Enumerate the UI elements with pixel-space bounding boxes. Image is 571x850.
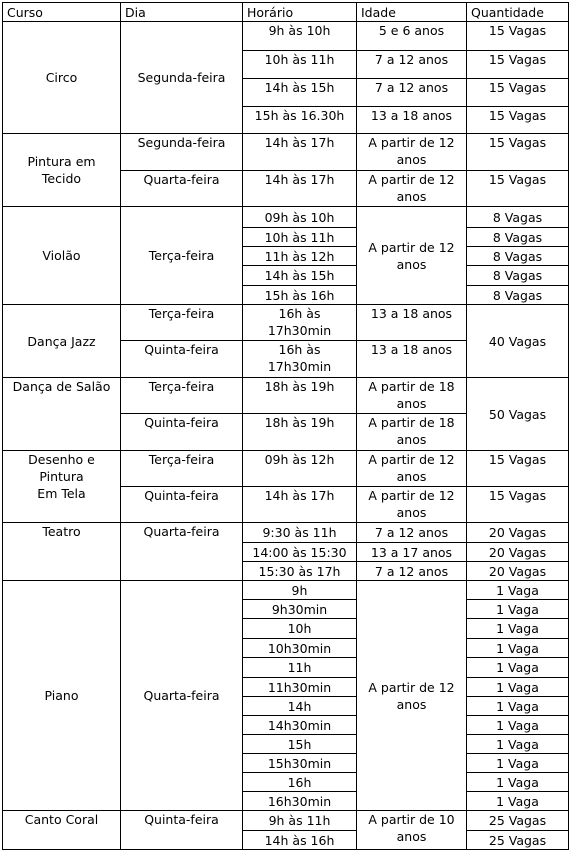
time-cell: 14h às 15h xyxy=(243,266,357,286)
table-row xyxy=(3,22,569,51)
vacancy-cell: 15 Vagas xyxy=(467,171,569,207)
vacancy-cell: 1 Vaga xyxy=(467,697,569,716)
day-cell: Quarta-feira xyxy=(121,581,243,811)
day-cell: Quinta-feira xyxy=(121,414,243,451)
course-cell: Piano xyxy=(3,581,121,811)
vacancy-cell: 15 Vagas xyxy=(467,487,569,523)
age-cell: A partir de 12 anos xyxy=(357,207,467,305)
header-horario: Horário xyxy=(243,3,357,22)
time-cell: 15h30min xyxy=(243,754,357,773)
time-cell: 15h xyxy=(243,735,357,754)
time-cell: 11h30min xyxy=(243,678,357,697)
day-cell: Quinta-feira xyxy=(121,341,243,378)
age-cell: A partir de 12 anos xyxy=(357,581,467,811)
vacancy-cell: 15 Vagas xyxy=(467,134,569,171)
age-cell: 7 a 12 anos xyxy=(357,51,467,79)
vacancy-cell: 15 Vagas xyxy=(467,51,569,79)
vacancy-cell: 8 Vagas xyxy=(467,247,569,266)
time-cell: 16h30min xyxy=(243,792,357,811)
age-cell: 13 a 18 anos xyxy=(357,305,467,341)
age-cell: A partir de 18 anos xyxy=(357,414,467,451)
header-curso: Curso xyxy=(3,3,121,22)
time-cell: 14h às 15h xyxy=(243,79,357,107)
age-cell: A partir de 18 anos xyxy=(357,378,467,414)
time-cell: 10h xyxy=(243,619,357,639)
time-cell: 16h às 17h30min xyxy=(243,305,357,341)
time-cell: 09h às 10h xyxy=(243,207,357,228)
age-cell: 7 a 12 anos xyxy=(357,523,467,543)
time-cell: 18h às 19h xyxy=(243,414,357,451)
table-row xyxy=(3,811,569,831)
age-cell: 13 a 18 anos xyxy=(357,341,467,378)
course-cell: Violão xyxy=(3,207,121,305)
time-cell: 14h às 17h xyxy=(243,171,357,207)
vacancy-cell: 8 Vagas xyxy=(467,228,569,247)
day-cell: Segunda-feira xyxy=(121,134,243,171)
age-cell: 13 a 17 anos xyxy=(357,543,467,562)
table-row xyxy=(3,523,569,543)
age-cell: 5 e 6 anos xyxy=(357,22,467,51)
vacancy-cell: 1 Vaga xyxy=(467,716,569,735)
vacancy-cell: 20 Vagas xyxy=(467,562,569,581)
vacancy-cell: 1 Vaga xyxy=(467,792,569,811)
time-cell: 10h às 11h xyxy=(243,228,357,247)
vacancy-cell: 50 Vagas xyxy=(467,378,569,451)
vacancy-cell: 1 Vaga xyxy=(467,773,569,792)
day-cell: Terça-feira xyxy=(121,305,243,341)
vacancy-cell: 25 Vagas xyxy=(467,811,569,831)
age-cell: A partir de 12 anos xyxy=(357,134,467,171)
time-cell: 15h às 16h xyxy=(243,286,357,305)
course-cell: Dança de Salão xyxy=(3,378,121,451)
day-cell: Terça-feira xyxy=(121,451,243,487)
course-cell: Dança Jazz xyxy=(3,305,121,378)
vacancy-cell: 25 Vagas xyxy=(467,831,569,850)
vacancy-cell: 1 Vaga xyxy=(467,619,569,639)
age-cell: A partir de 12 anos xyxy=(357,487,467,523)
time-cell: 15:30 às 17h xyxy=(243,562,357,581)
vacancy-cell: 15 Vagas xyxy=(467,79,569,107)
vacancy-cell: 1 Vaga xyxy=(467,658,569,678)
time-cell: 16h às 17h30min xyxy=(243,341,357,378)
time-cell: 9h às 10h xyxy=(243,22,357,51)
vacancy-cell: 20 Vagas xyxy=(467,543,569,562)
time-cell: 14h30min xyxy=(243,716,357,735)
vacancy-cell: 1 Vaga xyxy=(467,581,569,600)
header-dia: Dia xyxy=(121,3,243,22)
day-cell: Segunda-feira xyxy=(121,22,243,134)
time-cell: 14h xyxy=(243,697,357,716)
day-cell: Quarta-feira xyxy=(121,171,243,207)
vacancy-cell: 15 Vagas xyxy=(467,22,569,51)
header-idade: Idade xyxy=(357,3,467,22)
course-cell: Desenho e Pintura Em Tela xyxy=(3,451,121,523)
table-row xyxy=(3,305,569,341)
time-cell: 16h xyxy=(243,773,357,792)
vacancy-cell: 1 Vaga xyxy=(467,678,569,697)
header-quantidade: Quantidade xyxy=(467,3,569,22)
vacancy-cell: 1 Vaga xyxy=(467,735,569,754)
course-cell: Teatro xyxy=(3,523,121,581)
time-cell: 9h30min xyxy=(243,600,357,619)
time-cell: 10h às 11h xyxy=(243,51,357,79)
vacancy-cell: 8 Vagas xyxy=(467,207,569,228)
vacancy-cell: 8 Vagas xyxy=(467,286,569,305)
age-cell: 13 a 18 anos xyxy=(357,107,467,134)
time-cell: 9h às 11h xyxy=(243,811,357,831)
vacancy-cell: 1 Vaga xyxy=(467,639,569,658)
day-cell: Quinta-feira xyxy=(121,487,243,523)
schedule-table xyxy=(2,2,569,850)
time-cell: 14h às 17h xyxy=(243,487,357,523)
table-row xyxy=(3,207,569,228)
day-cell: Terça-feira xyxy=(121,378,243,414)
vacancy-cell: 20 Vagas xyxy=(467,523,569,543)
course-cell: Canto Coral xyxy=(3,811,121,850)
course-cell: Pintura em Tecido xyxy=(3,134,121,207)
age-cell: A partir de 10 anos xyxy=(357,811,467,850)
vacancy-cell: 40 Vagas xyxy=(467,305,569,378)
vacancy-cell: 1 Vaga xyxy=(467,600,569,619)
table-row xyxy=(3,134,569,171)
time-cell: 14:00 às 15:30 xyxy=(243,543,357,562)
time-cell: 11h às 12h xyxy=(243,247,357,266)
header-row xyxy=(3,3,569,22)
table-row xyxy=(3,378,569,414)
time-cell: 11h xyxy=(243,658,357,678)
table-row xyxy=(3,451,569,487)
age-cell: 7 a 12 anos xyxy=(357,562,467,581)
day-cell: Quinta-feira xyxy=(121,811,243,850)
vacancy-cell: 1 Vaga xyxy=(467,754,569,773)
time-cell: 09h às 12h xyxy=(243,451,357,487)
time-cell: 10h30min xyxy=(243,639,357,658)
course-cell: Circo xyxy=(3,22,121,134)
time-cell: 14h às 17h xyxy=(243,134,357,171)
age-cell: 7 a 12 anos xyxy=(357,79,467,107)
time-cell: 9:30 às 11h xyxy=(243,523,357,543)
vacancy-cell: 8 Vagas xyxy=(467,266,569,286)
vacancy-cell: 15 Vagas xyxy=(467,107,569,134)
age-cell: A partir de 12 anos xyxy=(357,171,467,207)
time-cell: 15h às 16.30h xyxy=(243,107,357,134)
table-row xyxy=(3,581,569,600)
day-cell: Terça-feira xyxy=(121,207,243,305)
time-cell: 18h às 19h xyxy=(243,378,357,414)
day-cell: Quarta-feira xyxy=(121,523,243,581)
age-cell: A partir de 12 anos xyxy=(357,451,467,487)
time-cell: 9h xyxy=(243,581,357,600)
time-cell: 14h às 16h xyxy=(243,831,357,850)
vacancy-cell: 15 Vagas xyxy=(467,451,569,487)
